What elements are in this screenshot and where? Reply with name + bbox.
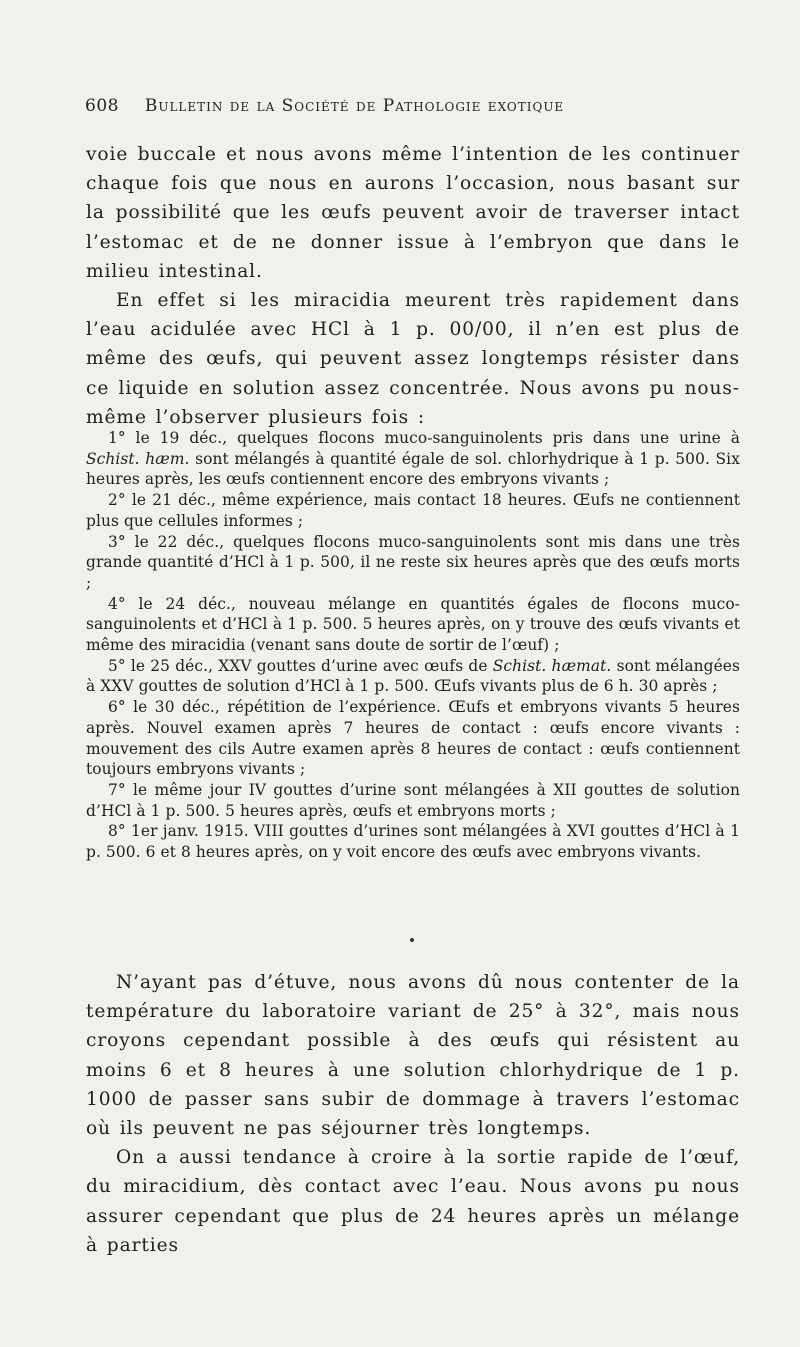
observation-item bbox=[86, 532, 740, 594]
observation-text: 2° le 21 déc., même expérience, mais contact 18 heures. Œufs ne contiennent plus que cellules informes ; bbox=[86, 491, 740, 530]
observation-item bbox=[86, 656, 740, 697]
paragraph: N’ayant pas d’étuve, nous avons dû nous contenter de la température du laboratoire variant de 25° à 32°, mais nous croyons cependant possible à des œufs qui résistent au moins 6 et 8 heures à une solution chlorhydrique de 1 p. 1000 de passer sans subir de dommage à travers l’estomac où ils peuvent ne pas séjourner très longtemps. bbox=[86, 972, 740, 1140]
observation-text: 8° 1er janv. 1915. VIII gouttes d’urines sont mélangées à XVI gouttes d’HCl à 1 p. 500. 6 et 8 heures après, on y voit encore des œufs avec embryons vivants. bbox=[86, 822, 740, 862]
paragraph: On a aussi tendance à croire à la sortie rapide de l’œuf, du miracidium, dès contact avec l’eau. Nous avons pu nous assurer cependant que plus de 24 heures après un mélange à parties bbox=[86, 1147, 740, 1256]
observation-text: 4° le 24 déc., nouveau mélange en quantités égales de flocons muco-sanguinolents et d’HCl à 1 p. 500. 5 heures après, on y trouve des œufs vivants et même des miracidia (venant sans doute de sortir de l’œuf) ; bbox=[86, 594, 740, 655]
species-name: Schist. hæmat. bbox=[492, 656, 612, 675]
body-text-top bbox=[86, 140, 740, 432]
observation-item bbox=[86, 780, 740, 821]
observation-text: sont mélangées à XXV gouttes de solution d’HCl à 1 p. 500. Œufs vivants plus de 6 h. 30 après ; bbox=[86, 656, 740, 696]
observations-list bbox=[86, 428, 740, 863]
journal-title: Bulletin de la Société de Pathologie exotique bbox=[144, 96, 565, 116]
observation-text: sont mélangés à quantité égale de sol. chlorhydrique à 1 p. 500. Six heures après, les œufs contiennent encore des embryons vivants ; bbox=[86, 449, 740, 489]
species-name: Schist. hæm. bbox=[86, 449, 190, 468]
observation-text: 5° le 25 déc., XXV gouttes d’urine avec œufs de bbox=[108, 656, 493, 675]
observation-text: 3° le 22 déc., quelques flocons muco-sanguinolents sont mis dans une très grande quantité d’HCl à 1 p. 500, il ne reste six heures après que des œufs morts ; bbox=[86, 532, 740, 592]
paragraph: voie buccale et nous avons même l’intention de les continuer chaque fois que nous en aurons l’occasion, nous basant sur la possibilité que les œufs peuvent avoir de traverser intact l’estomac et de ne donner issue à l’embryon que dans le milieu intestinal. bbox=[86, 144, 740, 282]
ink-dot bbox=[410, 938, 414, 942]
paragraph: En effet si les miracidia meurent très rapidement dans l’eau acidulée avec HCl à 1 p. 00/00, il n’en est plus de même des œufs, qui peuvent assez longtemps résister dans ce liquide en solution assez concentrée. Nous avons pu nous-même l’observer plusieurs fois : bbox=[86, 290, 740, 428]
body-text-bottom bbox=[86, 968, 740, 1260]
observation-text: 6° le 30 déc., répétition de l’expérience. Œufs et embryons vivants 5 heures après. Nouvel examen après 7 heures de contact : œufs encore vivants : mouvement des cils Autre examen après 8 heures de contact : œufs contiennent toujours embryons vivants ; bbox=[86, 698, 740, 779]
observation-item bbox=[86, 428, 740, 490]
running-header bbox=[85, 96, 745, 116]
observation-item bbox=[86, 821, 740, 862]
observation-text: 7° le même jour IV gouttes d’urine sont mélangées à XII gouttes de solution d’HCl à 1 p. 500. 5 heures après, œufs et embryons morts ; bbox=[86, 780, 740, 820]
page-number: 608 bbox=[85, 96, 119, 116]
observation-item bbox=[86, 490, 740, 531]
observation-text: 1° le 19 déc., quelques flocons muco-sanguinolents pris dans une urine à bbox=[108, 429, 740, 447]
observation-item bbox=[86, 697, 740, 780]
observation-item bbox=[86, 594, 740, 656]
